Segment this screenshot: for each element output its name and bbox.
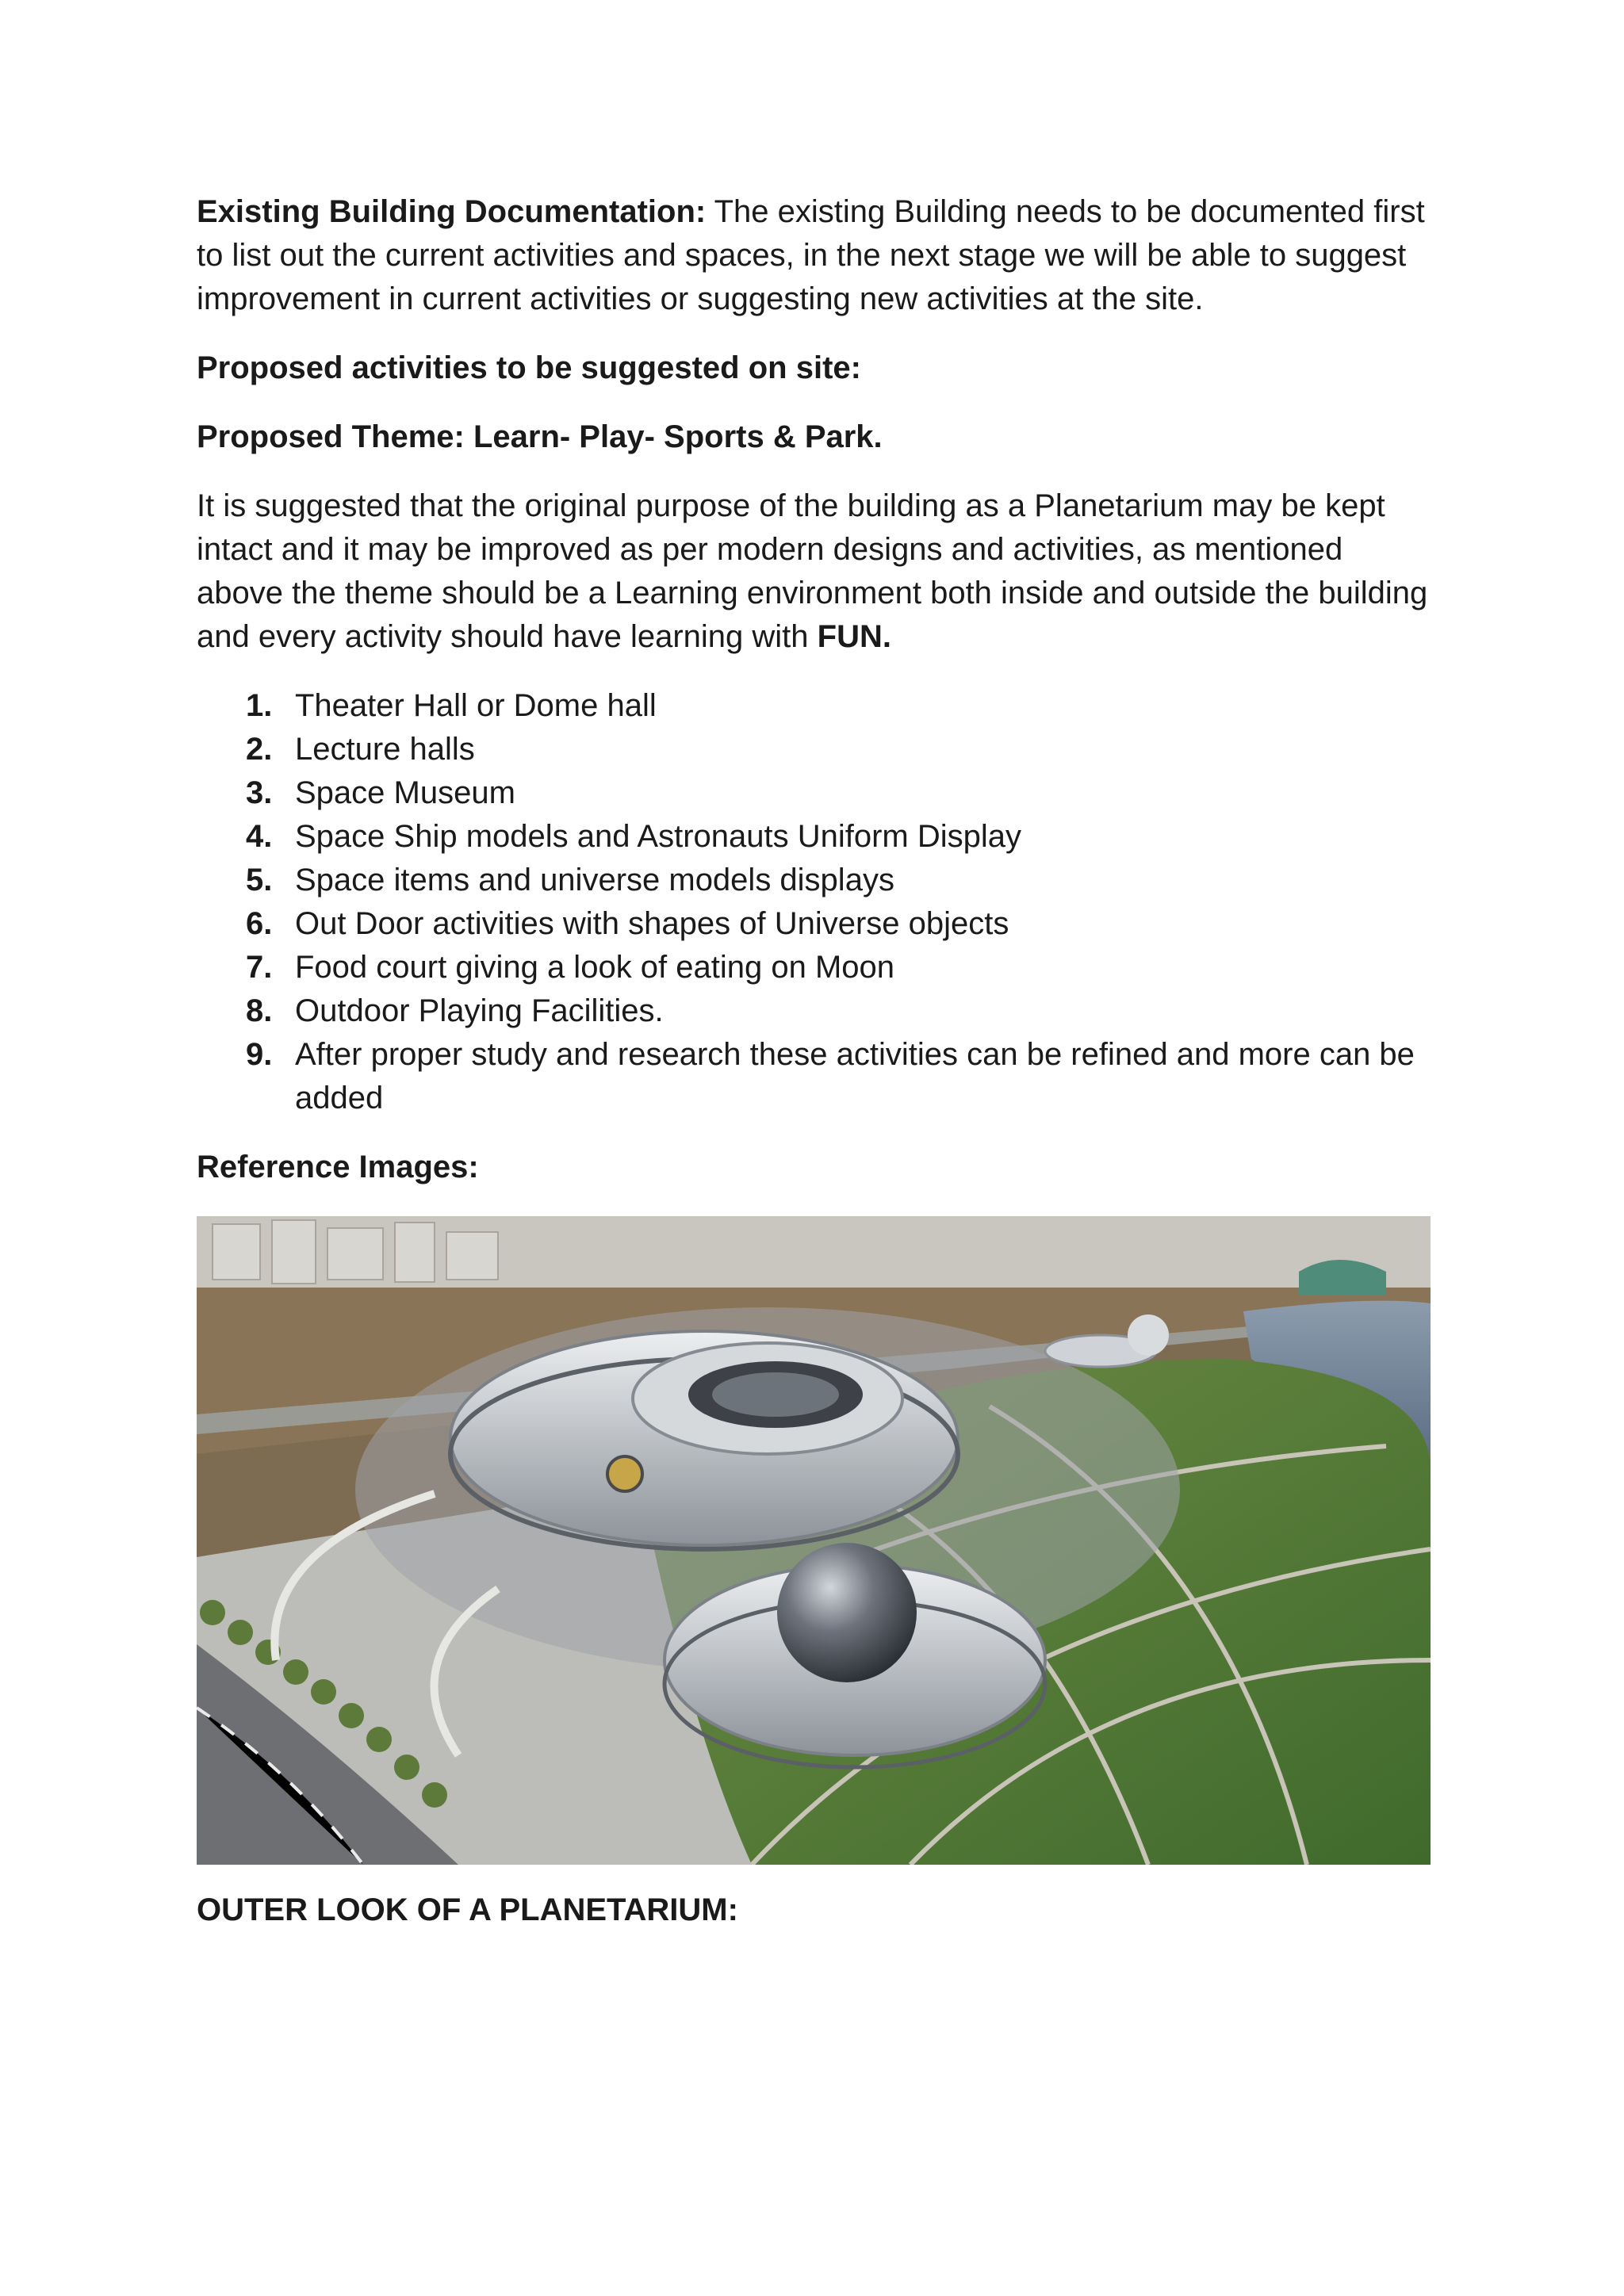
activities-list [197, 684, 1434, 1120]
page-content [197, 190, 1434, 1932]
list-item [246, 859, 1434, 902]
list-item-number: 8. [246, 993, 273, 1028]
planetarium-text: It is suggested that the original purpose of the building as a Planetarium may be kept intact and it may be improved as per modern designs and activities, as mentioned above the theme should be a Learning environment both inside and outside the building and every activity should have learning with [197, 488, 1428, 654]
outer-look-heading: OUTER LOOK OF A PLANETARIUM: [197, 1892, 738, 1927]
list-item [246, 728, 1434, 771]
intro-label: Existing Building Documentation: [197, 194, 707, 229]
list-item [246, 902, 1434, 946]
list-item-number: 1. [246, 688, 273, 723]
list-item-number: 4. [246, 819, 273, 854]
planetarium-aerial-photo [197, 1216, 1431, 1865]
list-item-text: Out Door activities with shapes of Universe objects [295, 906, 1009, 941]
list-item-number: 9. [246, 1037, 273, 1072]
list-item-text: After proper study and research these activities can be refined and more can be added [295, 1037, 1415, 1115]
proposed-theme-heading: Proposed Theme: Learn- Play- Sports & Park. [197, 419, 883, 454]
list-item-number: 6. [246, 906, 273, 941]
list-item-number: 7. [246, 950, 273, 985]
list-item-number: 5. [246, 863, 273, 897]
list-item-text: Lecture halls [295, 732, 475, 767]
planetarium-paragraph [197, 484, 1434, 659]
list-item-number: 3. [246, 775, 273, 810]
list-item-number: 2. [246, 732, 273, 767]
list-item-text: Theater Hall or Dome hall [295, 688, 657, 723]
list-item-text: Space Museum [295, 775, 515, 810]
list-item [246, 684, 1434, 728]
list-item-text: Food court giving a look of eating on Moon [295, 950, 895, 985]
list-item [246, 946, 1434, 989]
fun-emphasis: FUN. [817, 619, 891, 654]
list-item [246, 989, 1434, 1033]
reference-images-heading: Reference Images: [197, 1150, 479, 1184]
list-item [246, 1033, 1434, 1120]
list-item-text: Space items and universe models displays [295, 863, 894, 897]
list-item [246, 815, 1434, 859]
proposed-activities-heading: Proposed activities to be suggested on site: [197, 350, 861, 385]
intro-text: The existing Building needs to be documented first to list out the current activities and spaces, in the next stage we will be able to suggest improvement in current activities or suggesting new activities at the site. [197, 194, 1425, 316]
list-item-text: Outdoor Playing Facilities. [295, 993, 664, 1028]
list-item-text: Space Ship models and Astronauts Uniform Display [295, 819, 1022, 854]
intro-paragraph [197, 190, 1434, 321]
list-item [246, 771, 1434, 815]
